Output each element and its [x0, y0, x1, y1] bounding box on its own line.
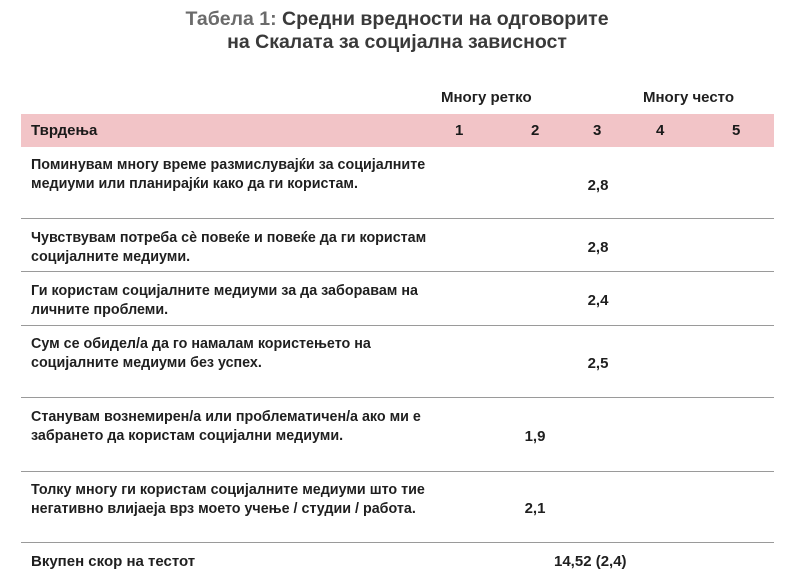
row-statement: Толку многу ги користам социјалните медиуми што тие негативно влијаеја врз моето учење / студии / работа.	[31, 482, 425, 517]
table-row	[21, 219, 774, 272]
title-line-1: Средни вредности на одговорите	[282, 8, 609, 30]
row-value: 2,4	[587, 292, 609, 309]
row-statement: Поминувам многу време размислувајќи за социјалните медиуми или планирајќи како да ги користам.	[31, 157, 426, 192]
title-line-2: на Скалата за социјална зависност	[227, 31, 567, 53]
total-score-value: 14,52 (2,4)	[554, 553, 627, 570]
scale-low-label: Многу ретко	[441, 89, 532, 106]
table-row	[21, 472, 774, 543]
header-col-1: 1	[455, 122, 464, 139]
header-col-3: 3	[593, 122, 602, 139]
table-title	[0, 8, 794, 54]
row-statement: Ги користам социјалните медиуми за да заборавам на личните проблеми.	[31, 283, 418, 318]
table-row	[21, 272, 774, 326]
header-col-4: 4	[656, 122, 665, 139]
scale-high-label: Многу често	[643, 89, 734, 106]
table-header	[21, 114, 774, 147]
row-value: 2,8	[587, 239, 609, 256]
table-row	[21, 326, 774, 398]
row-value: 2,5	[587, 355, 609, 372]
row-value: 2,1	[524, 500, 546, 517]
table-row	[21, 147, 774, 219]
row-statement: Сум се обидел/а да го намалам користењето на социјалните медиуми без успех.	[31, 336, 371, 371]
table-number: Табела 1:	[185, 8, 277, 30]
header-col-2: 2	[531, 122, 540, 139]
header-statements: Тврдења	[31, 122, 98, 139]
row-value: 1,9	[524, 428, 546, 445]
row-value: 2,8	[587, 177, 609, 194]
row-statement: Станувам вознемирен/а или проблематичен/а ако ми е забрането да користам социјални медиуми.	[31, 409, 421, 444]
row-statement: Чувствувам потреба сè повеќе и повеќе да ги користам социјалните медиуми.	[31, 230, 427, 265]
total-score-label: Вкупен скор на тестот	[31, 553, 196, 570]
table-row	[21, 398, 774, 472]
header-col-5: 5	[732, 122, 741, 139]
